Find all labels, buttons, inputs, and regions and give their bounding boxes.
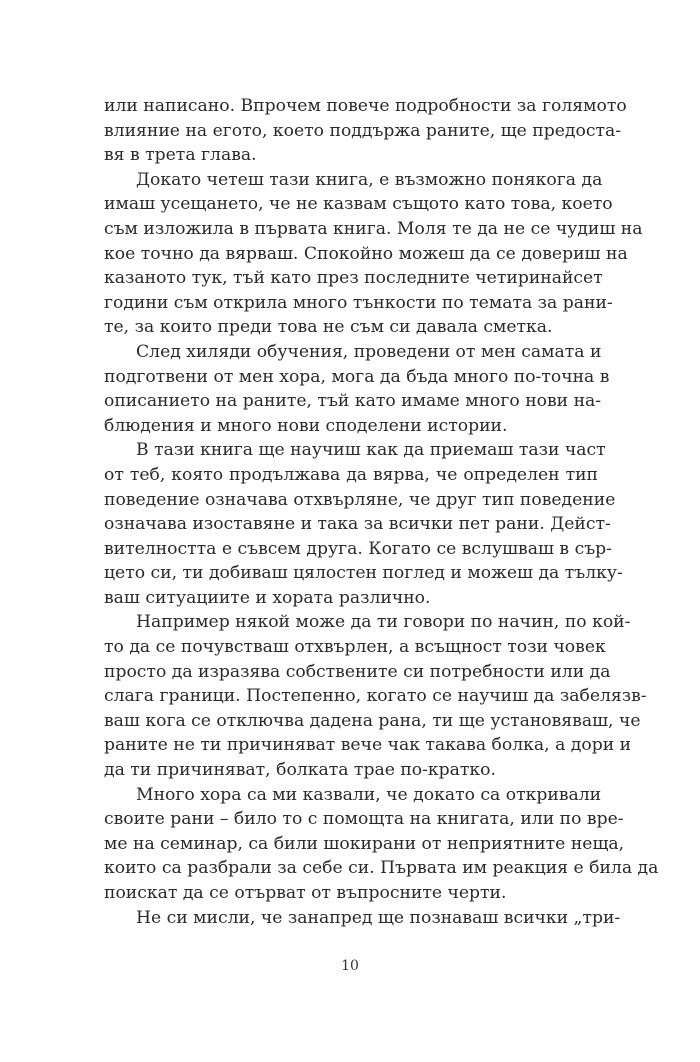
text-line: В тази книга ще научиш как да приемаш тази част — [136, 440, 606, 461]
text-line: поискат да се отърват от въпросните черти. — [104, 883, 507, 903]
text-line: казаното тук, тъй като през последните четиринайсет — [104, 268, 603, 289]
paragraph — [104, 340, 610, 438]
text-line: вителността е съвсем друга. Когато се вслушваш в сър- — [104, 538, 612, 559]
paragraph — [104, 783, 659, 906]
paragraph — [104, 168, 643, 340]
paragraph — [104, 94, 627, 168]
text-line: или написано. Впрочем повече подробности за голямото — [104, 96, 627, 116]
paragraph — [104, 438, 623, 610]
text-line: съм изложила в първата книга. Моля те да не се чудиш на — [104, 218, 643, 239]
text-line: от теб, която продължава да вярва, че определен тип — [104, 464, 598, 485]
text-line: Не си мисли, че занапред ще познаваш всички „три- — [136, 907, 621, 928]
text-line: Например някой може да ти говори по начин, по кой- — [136, 612, 631, 633]
paragraph — [104, 906, 621, 931]
text-line: описанието на раните, тъй като имаме много нови на- — [104, 391, 602, 412]
text-line: вя в трета глава. — [104, 145, 257, 166]
text-line: След хиляди обучения, проведени от мен самата и — [136, 341, 602, 362]
text-line: ваш кога се отключва дадена рана, ти ще установяваш, че — [104, 710, 641, 731]
text-line: които са разбрали за себе си. Първата им реакция е била да — [104, 858, 659, 879]
text-line: имаш усещането, че не казвам същото като това, което — [104, 194, 613, 215]
body-text — [104, 94, 659, 930]
text-line: слага граници. Постепенно, когато се научиш да забелязв- — [104, 686, 647, 707]
text-line: влияние на егото, което поддържа раните, ще предоста- — [104, 120, 622, 141]
paragraph — [104, 610, 647, 782]
text-line: ме на семинар, са били шокирани от неприятните неща, — [104, 833, 625, 854]
text-line: Много хора са ми казвали, че докато са откривали — [136, 784, 602, 805]
text-line: раните не ти причиняват вече чак такава болка, а дори и — [104, 735, 632, 756]
text-line: цето си, ти добиваш цялостен поглед и можеш да тълку- — [104, 563, 623, 584]
text-line: те, за които преди това не съм си давала сметка. — [104, 317, 553, 338]
text-line: Докато четеш тази книга, е възможно понякога да — [136, 169, 603, 190]
text-line: блюдения и много нови споделени истории. — [104, 415, 508, 436]
text-line: просто да изразява собствените си потребности или да — [104, 661, 611, 682]
text-line: означава изоставяне и така за всички пет рани. Дейст- — [104, 514, 611, 535]
text-line: да ти причиняват, болката трае по-кратко. — [104, 760, 496, 781]
page-number: 10 — [341, 958, 359, 974]
text-line: то да се почувстваш отхвърлен, а всъщност този човек — [104, 637, 606, 658]
text-line: поведение означава отхвърляне, че друг тип поведение — [104, 489, 616, 510]
text-line: своите рани – било то с помощта на книгата, или по вре- — [104, 809, 624, 830]
text-line: кое точно да вярваш. Спокойно можеш да се довериш на — [104, 243, 628, 264]
text-line: години съм открила много тънкости по темата за рани- — [104, 292, 613, 313]
text-line: ваш ситуациите и хората различно. — [104, 587, 431, 608]
text-line: подготвени от мен хора, мога да бъда много по-точна в — [104, 366, 610, 387]
